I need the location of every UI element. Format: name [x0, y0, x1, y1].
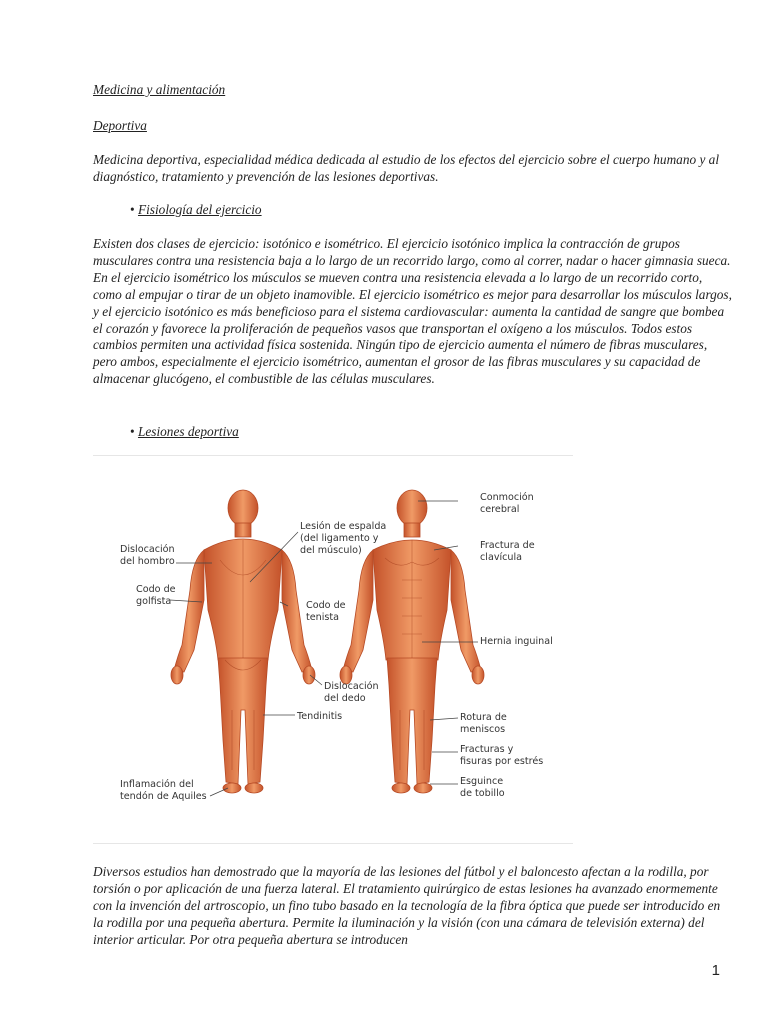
label-tendinitis: Tendinitis	[297, 711, 343, 722]
bullet-lesiones-label: Lesiones deportiva	[137, 424, 239, 439]
label-dislocacion-dedo: Dislocación del dedo	[324, 681, 379, 704]
label-conmocion-cerebral: Conmoción cerebral	[480, 492, 534, 515]
label-rotura-meniscos: Rotura de meniscos	[460, 712, 507, 735]
bullet-fisiologia-label: Fisiología del ejercicio	[137, 202, 262, 217]
label-dislocacion-hombro: Dislocación del hombro	[120, 544, 175, 567]
bullet-lesiones	[130, 424, 768, 441]
divider-bottom	[93, 843, 573, 844]
bullet-fisiologia	[130, 202, 768, 219]
label-lesion-espalda: Lesión de espalda (del ligamento y del músculo)	[300, 521, 387, 556]
label-hernia-inguinal: Hernia inguinal	[480, 636, 553, 647]
label-fractura-clavicula: Fractura de clavícula	[480, 540, 535, 563]
label-fracturas-fisuras: Fracturas y fisuras por estrés	[460, 744, 544, 767]
bullet-dot: •	[130, 202, 135, 217]
divider-top	[93, 455, 573, 456]
label-esguince-tobillo: Esguince de tobillo	[460, 776, 505, 799]
paragraph-lesiones: Diversos estudios han demostrado que la mayoría de las lesiones del fútbol y el baloncesto afectan a la rodilla, por torsión o por aplicación de una fuerza lateral. El tratamiento quirúrgico de estas lesiones ha avanzado enormemente con la invención del artroscopio, un fino tubo basado en la tecnología de la fibra óptica que puede ser introducido en la rodilla por una pequeña abertura. Permite la iluminación y la visión (con una cámara de televisión externa) del interior articular. Por otra pequeña abertura se introducen	[93, 864, 721, 947]
paragraph-fisiologia: Existen dos clases de ejercicio: isotónico e isométrico. El ejercicio isotónico implica la contracción de grupos musculares contra una resistencia baja a lo largo de un recorrido largo, como al correr, nadar o hacer gimnasia sueca. En el ejercicio isométrico los músculos se mueven contra una resistencia elevada a lo largo de un recorrido corto, como al empujar o tirar de un objeto inamovible. El ejercicio isométrico es mejor para desarrollar los músculos largos, y el ejercicio isotónico es más beneficioso para el sistema cardiovascular: aumenta la cantidad de sangre que bombea el corazón y favorece la proliferación de pequeños vasos que transportan el oxígeno a los músculos. Todos estos cambios permiten una actividad física sostenida. Ningún tipo de ejercicio aumenta el número de fibras musculares, pero ambos, especialmente el ejercicio isométrico, aumentan el grosor de las fibras musculares y su capacidad de almacenar glucógeno, el combustible de las células musculares.	[93, 236, 732, 387]
paragraph-intro: Medicina deportiva, especialidad médica dedicada al estudio de los efectos del ejercicio sobre el cuerpo humano y al diagnóstico, tratamiento y prevención de las lesiones deportivas.	[93, 152, 720, 184]
bullet-dot: •	[130, 424, 135, 439]
sports-injuries-figure	[100, 470, 570, 830]
heading-medicina: Medicina y alimentación	[93, 82, 226, 97]
label-inflamacion-aquiles: Inflamación del tendón de Aquiles	[120, 779, 207, 802]
label-codo-tenista: Codo de tenista	[306, 600, 346, 623]
page-number: 1	[711, 962, 720, 979]
heading-deportiva: Deportiva	[93, 118, 147, 133]
label-codo-golfista: Codo de golfista	[136, 584, 176, 607]
